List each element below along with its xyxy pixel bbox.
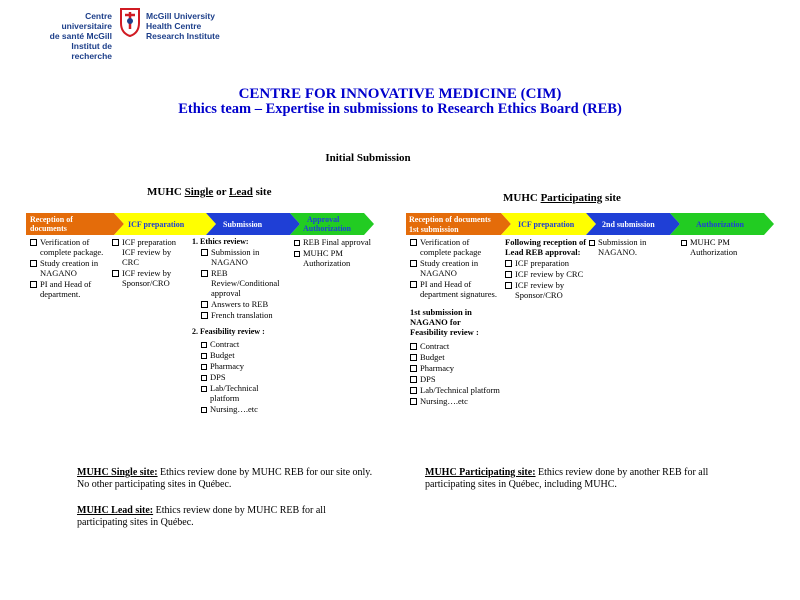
- left-submission-column: [192, 237, 288, 415]
- list-item: Submission in NAGANO.: [589, 237, 669, 257]
- right-authorization-column: [681, 237, 766, 258]
- muhc-shield-logo: [119, 7, 141, 37]
- list-item: ICF preparation: [505, 258, 587, 268]
- list-item: Verification of complete package: [410, 237, 500, 257]
- right-process-arrows: [406, 213, 778, 235]
- arrow-label: documents: [30, 224, 67, 233]
- list-item: Budget: [201, 350, 288, 360]
- ethics-review-title: 1. Ethics review:: [192, 237, 249, 246]
- list-item: Lab/Technical platform: [410, 385, 500, 395]
- right-reception-column: [410, 237, 500, 407]
- list-item: PI and Head of department signatures.: [410, 279, 500, 299]
- note-single-site: MUHC Single site: Ethics review done by MUHC REB for our site only. No other participating sites in Québec.: [77, 467, 373, 490]
- note-lead-site: MUHC Lead site: Ethics review done by MUHC REB for all participating sites in Québec.: [77, 505, 326, 528]
- list-item: MUHC PM Authorization: [294, 248, 372, 268]
- list-item: Verification of complete package.: [30, 237, 105, 257]
- list-item: Pharmacy: [410, 363, 500, 373]
- logo-line: Centre universitaire: [61, 11, 112, 31]
- arrow-label: Reception of: [30, 215, 73, 224]
- left-icf-column: [112, 237, 187, 289]
- logo-french-text: [36, 11, 112, 61]
- list-item: REB Final approval: [294, 237, 372, 247]
- logo-line: Institut de recherche: [71, 41, 112, 61]
- list-item: DPS: [410, 374, 500, 384]
- logo-english-text: [146, 11, 220, 41]
- list-item: Study creation in NAGANO: [410, 258, 500, 278]
- page-subtitle: Ethics team – Expertise in submissions to Research Ethics Board (REB): [178, 101, 622, 117]
- list-item: Study creation in NAGANO: [30, 258, 105, 278]
- list-item: REB Review/Conditional approval: [201, 268, 288, 298]
- list-item: Contract: [201, 339, 288, 349]
- list-item: Budget: [410, 352, 500, 362]
- arrow-label: Reception of documents: [409, 215, 491, 224]
- list-item: Contract: [410, 341, 500, 351]
- list-item: Answers to REB: [201, 299, 288, 309]
- list-item: Nursing….etc: [410, 396, 500, 406]
- note-participating-site: MUHC Participating site: Ethics review done by another REB for all participating sites in Québec, including MUHC.: [425, 467, 709, 490]
- list-item: PI and Head of department.: [30, 279, 105, 299]
- arrow-label: 2nd submission: [602, 220, 655, 229]
- feasibility-review-title: 2. Feasibility review :: [192, 327, 265, 336]
- logo-line: de santé McGill: [49, 31, 112, 41]
- left-process-arrows: [26, 213, 376, 235]
- first-submission-title: 1st submission in NAGANO for Feasibility review :: [410, 307, 479, 337]
- arrow-label: ICF preparation: [128, 220, 185, 229]
- left-section-heading: MUHC Single or Lead site: [147, 186, 272, 198]
- list-item: Nursing….etc: [201, 404, 288, 414]
- list-item: ICF review by Sponsor/CRO: [112, 268, 187, 288]
- arrow-label: Authorization: [696, 220, 744, 229]
- left-reception-column: [30, 237, 105, 300]
- list-item: Lab/Technical platform: [201, 383, 288, 403]
- icf-condition-title: Following reception of Lead REB approval:: [505, 237, 587, 257]
- list-item: ICF review by CRC: [505, 269, 587, 279]
- list-item: MUHC PM Authorization: [681, 237, 766, 257]
- page-title: CENTRE FOR INNOVATIVE MEDICINE (CIM): [238, 86, 562, 102]
- list-item: Pharmacy: [201, 361, 288, 371]
- arrow-label: Submission: [223, 220, 263, 229]
- arrow-label: 1st submission: [409, 225, 459, 234]
- logo-line: McGill University: [146, 11, 215, 21]
- logo-line: Health Centre: [146, 21, 202, 31]
- right-icf-column: [505, 237, 587, 301]
- list-item: ICF preparation ICF review by CRC: [112, 237, 187, 267]
- arrow-label: ICF preparation: [518, 220, 575, 229]
- list-item: Submission in NAGANO: [201, 247, 288, 267]
- list-item: ICF review by Sponsor/CRO: [505, 280, 587, 300]
- right-second-submission-column: [589, 237, 669, 258]
- list-item: French translation: [201, 310, 288, 320]
- list-item: DPS: [201, 372, 288, 382]
- left-approval-column: [294, 237, 372, 269]
- arrow-label: Approval: [307, 215, 340, 224]
- section-initial-submission: Initial Submission: [325, 152, 411, 164]
- logo-line: Research Institute: [146, 31, 220, 41]
- arrow-label: Authorization: [303, 224, 351, 233]
- right-section-heading: MUHC Participating site: [503, 192, 621, 204]
